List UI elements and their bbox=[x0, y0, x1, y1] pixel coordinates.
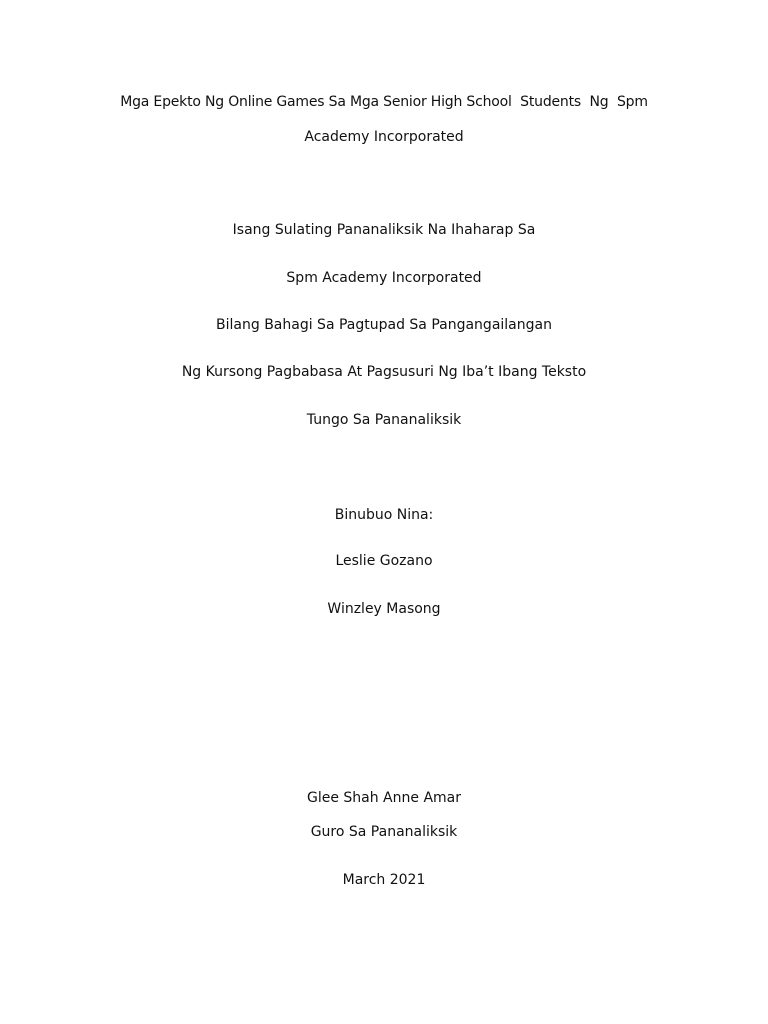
submission-line-2: Spm Academy Incorporated bbox=[286, 270, 482, 286]
author-name: Leslie Gozano bbox=[335, 553, 433, 569]
title-line-1: Mga Epekto Ng Online Games Sa Mga Senior High School Students Ng Spm bbox=[120, 94, 648, 110]
submission-line-5: Tungo Sa Pananaliksik bbox=[306, 412, 462, 428]
adviser-name: Glee Shah Anne Amar bbox=[306, 790, 461, 806]
submission-line-1: Isang Sulating Pananaliksik Na Ihaharap Sa bbox=[232, 222, 536, 238]
submission-line-4: Ng Kursong Pagbabasa At Pagsusuri Ng Iba’t Ibang Teksto bbox=[181, 364, 587, 380]
document-date: March 2021 bbox=[342, 872, 426, 888]
authors-heading: Binubuo Nina: bbox=[334, 507, 434, 523]
title-line-2: Academy Incorporated bbox=[304, 129, 464, 145]
author-name: Winzley Masong bbox=[327, 601, 441, 617]
submission-line-3: Bilang Bahagi Sa Pagtupad Sa Pangangailangan bbox=[216, 317, 552, 333]
adviser-role: Guro Sa Pananaliksik bbox=[310, 824, 458, 840]
